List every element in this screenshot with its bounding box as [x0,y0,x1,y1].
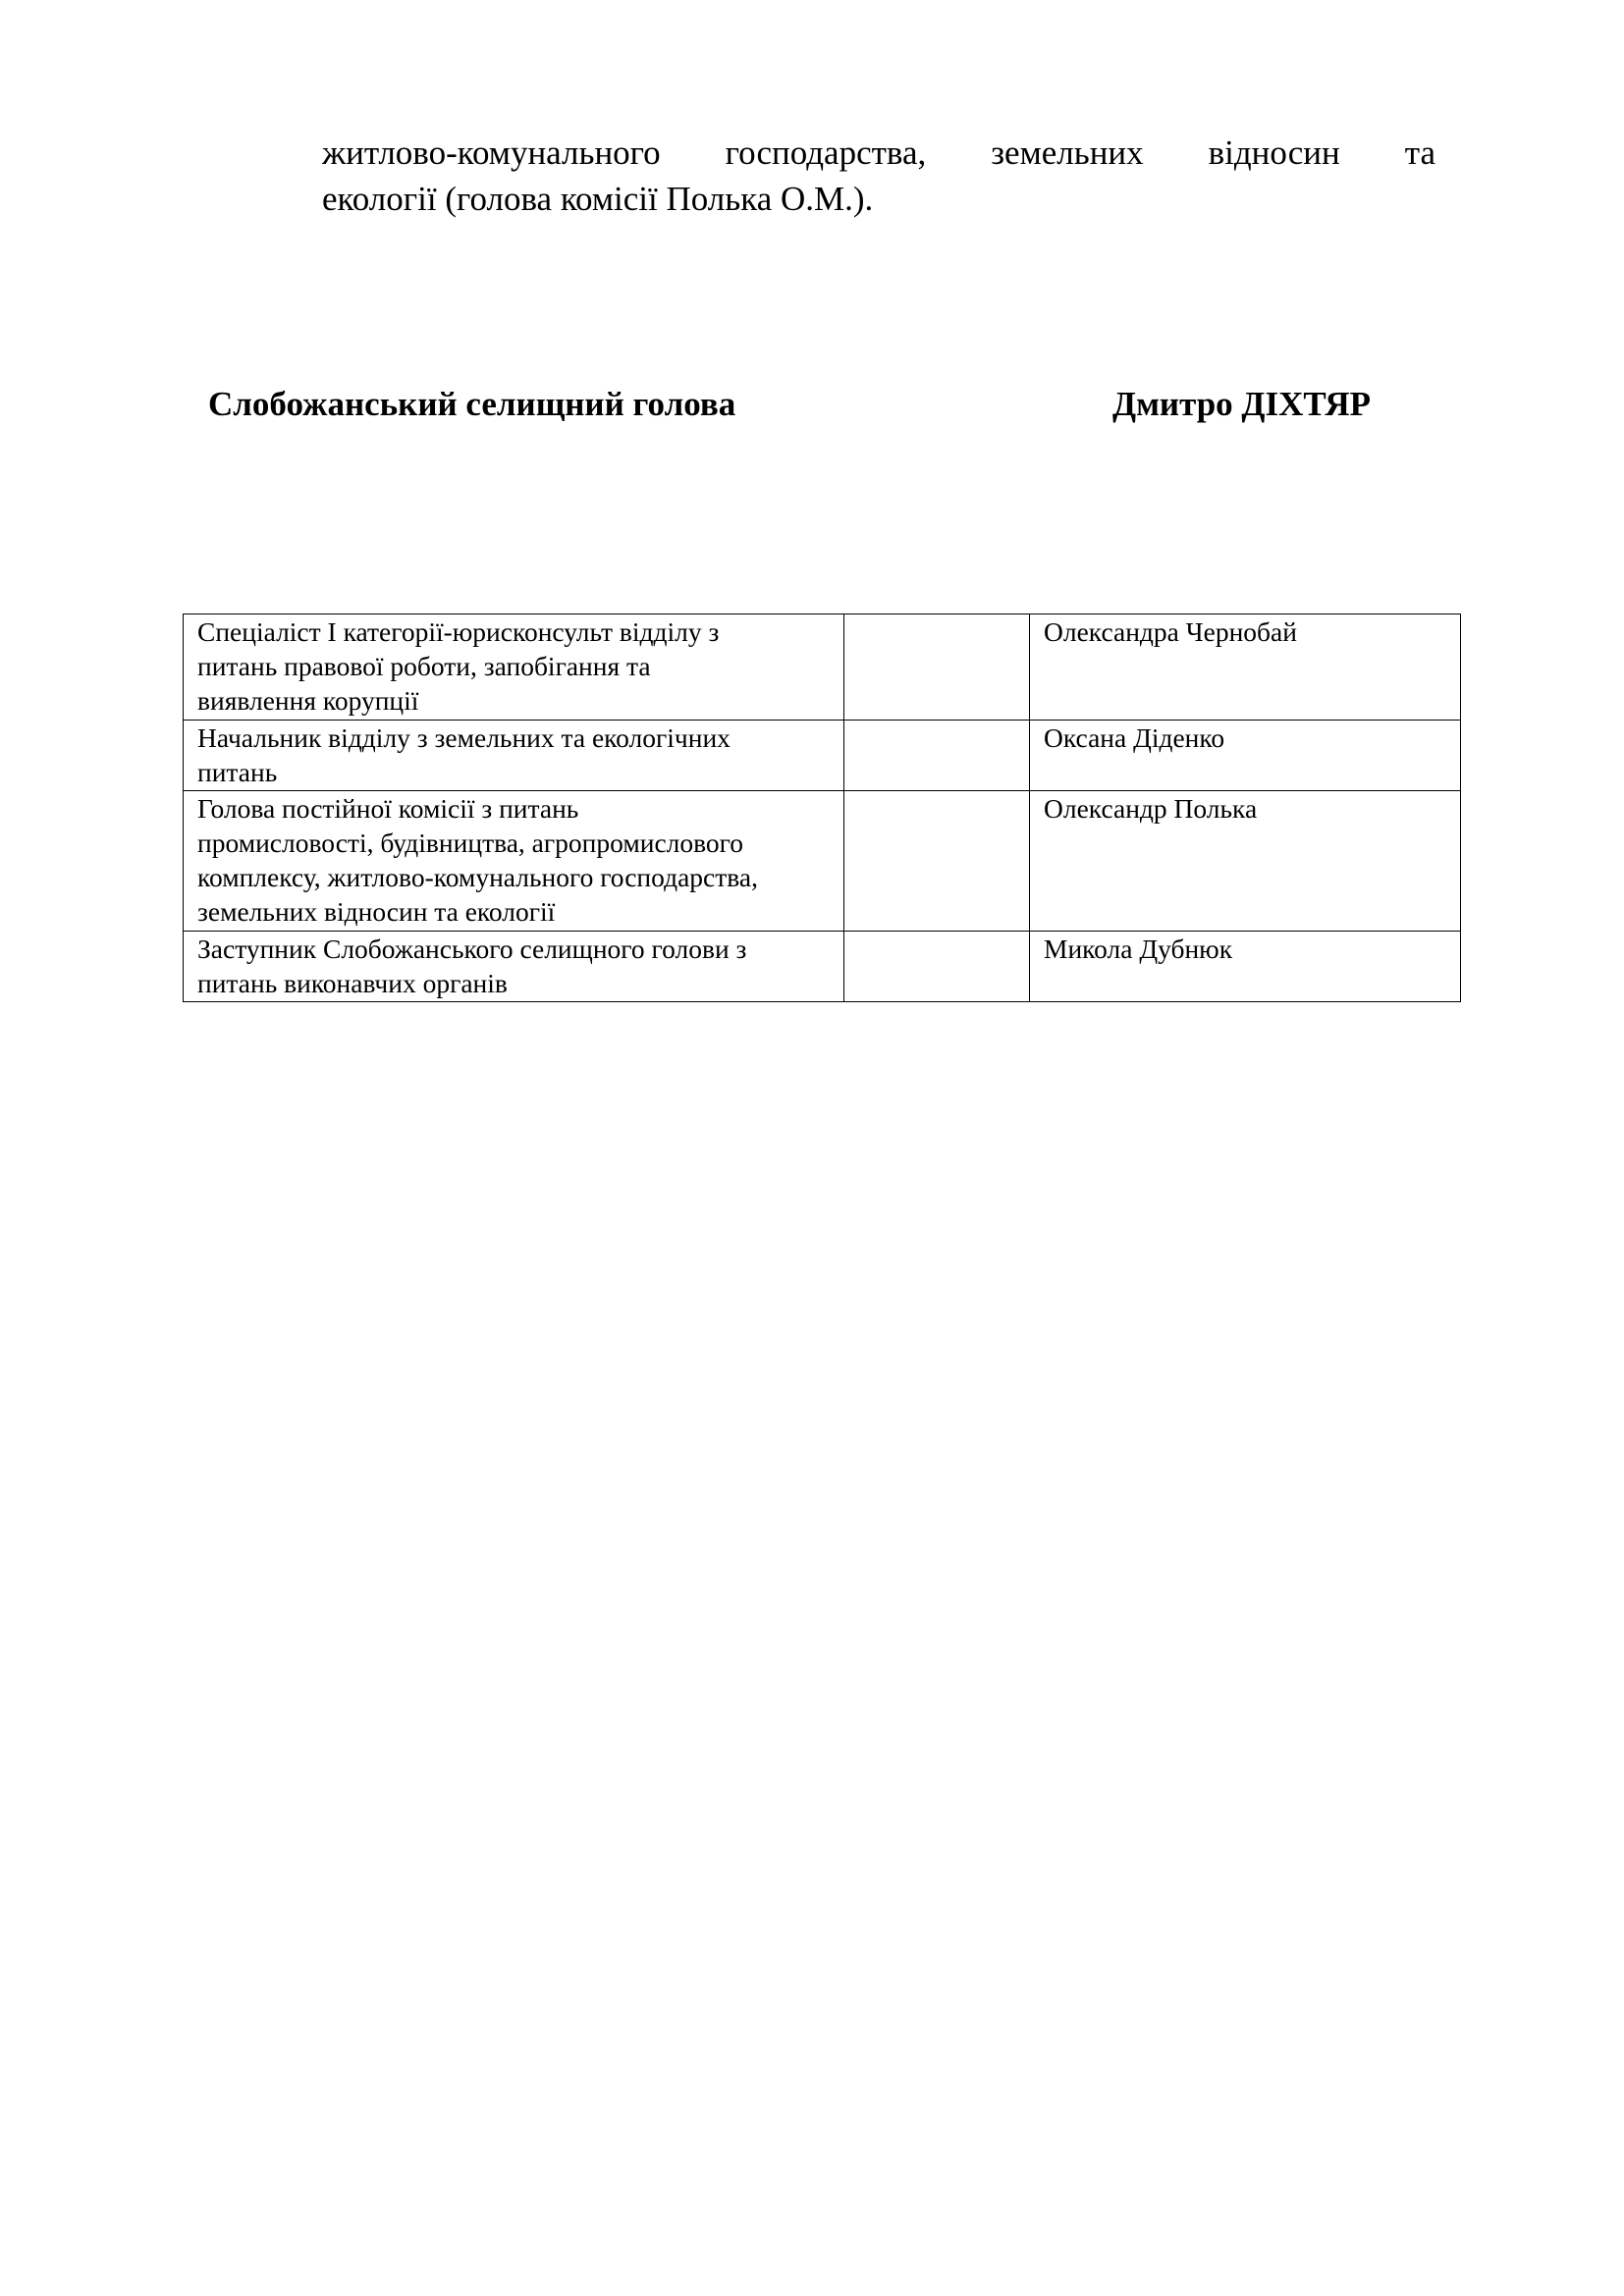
approver-name: Олександра Чернобай [1030,614,1461,721]
table-row [184,932,1461,1002]
decision-text-line: житлово-комунального господарства, земельних відносин та [322,133,1435,172]
table-row [184,614,1461,721]
approver-position: Заступник Слобожанського селищного голови з питань виконавчих органів [184,932,844,1002]
approver-signature-cell [844,614,1030,721]
approver-name: Микола Дубнюк [1030,932,1461,1002]
approval-sheet-table [183,614,1461,1002]
signatory-name: Дмитро ДІХТЯР [1112,385,1372,423]
decision-text-line: екології (голова комісії Полька О.М.). [322,180,874,218]
approver-signature-cell [844,791,1030,932]
approver-position: Начальник відділу з земельних та екологічних питань [184,721,844,791]
table-row [184,721,1461,791]
approver-position: Голова постійної комісії з питань промисловості, будівництва, агропромислового комплексу, житлово-комунального господарства, земельних відносин та екології [184,791,844,932]
approver-position: Спеціаліст І категорії-юрисконсульт відділу з питань правової роботи, запобігання та виявлення корупції [184,614,844,721]
approver-name: Олександр Полька [1030,791,1461,932]
approver-signature-cell [844,721,1030,791]
approver-name: Оксана Діденко [1030,721,1461,791]
approver-signature-cell [844,932,1030,1002]
decision-text-continuation [322,130,1435,222]
table-row [184,791,1461,932]
signatory-title: Слобожанський селищний голова [208,385,736,423]
